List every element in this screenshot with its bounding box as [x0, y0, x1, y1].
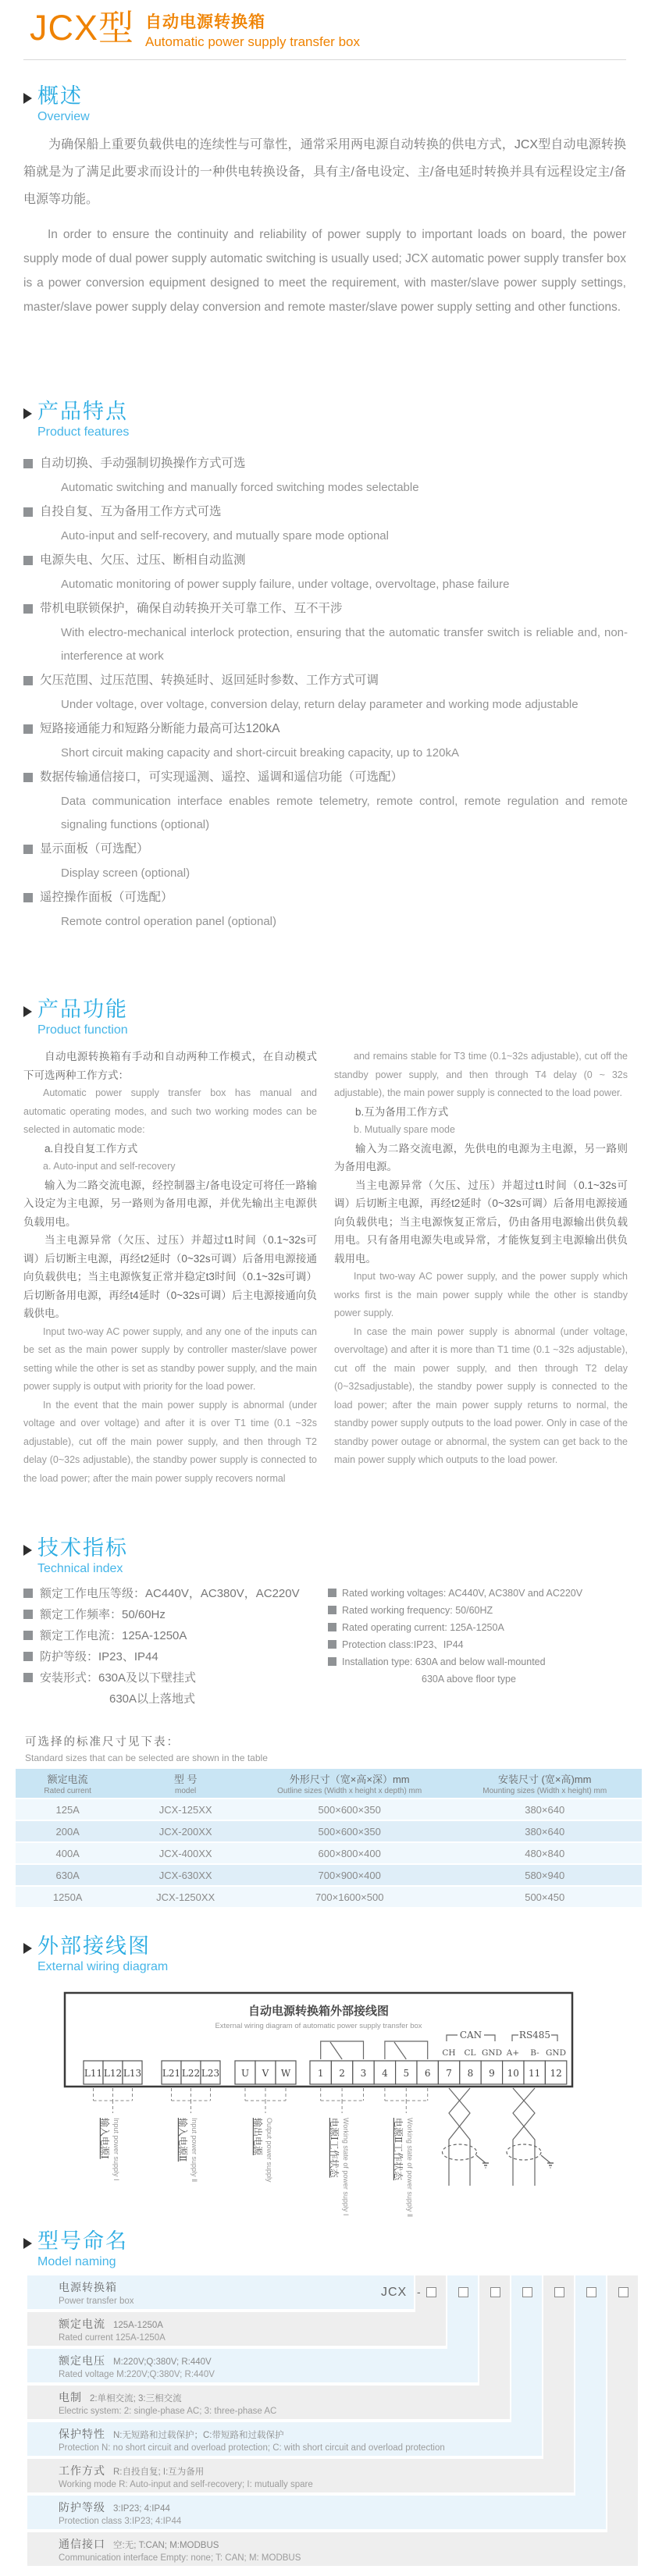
paragraph: In case the main power supply is abnormal (under voltage, overvoltage) and after it is more than T1 time (0.1 ~32s adjustable), cut off the main power supply, and then through T2 delay (0~32sadjustable), the standby power supply is connected to the load power; after the main power supply returns to normal, the standby power supply outputs to the load power. Only in case of the standby power outage or abnormal, the system can get back to the main power supply which outputs to the load power. — [334, 1325, 628, 1465]
feature-zh: 电源失电、欠压、过压、断相自动监测 — [40, 553, 246, 567]
terminal-label: 5 — [403, 2068, 410, 2079]
code-column — [575, 2275, 606, 2497]
terminal-label: L11 — [84, 2068, 103, 2079]
naming-label-en: Rated voltage M:220V;Q:380V; R:440V — [59, 2370, 215, 2379]
code-column — [447, 2275, 478, 2350]
group-label-en: Working state of power supply Ⅱ — [406, 2118, 414, 2218]
naming-row — [27, 2349, 478, 2382]
group-labels — [99, 2118, 414, 2217]
code-column — [607, 2275, 638, 2534]
naming-row — [27, 2422, 542, 2456]
column-header-zh: 额定电流 — [47, 1774, 88, 1785]
cell-outline-size: 700×1600×500 — [251, 1886, 447, 1908]
feature-zh: 自动切换、手动强制切换操作方式可选 — [40, 457, 246, 470]
feature-en: Auto-input and self-recovery, and mutually spare mode optional — [61, 529, 389, 543]
naming-label-zh: 保护特性 — [59, 2428, 105, 2440]
terminal-label: L22 — [181, 2068, 201, 2079]
bullet-icon — [23, 1589, 33, 1598]
spec-item: 防护等级：IP23、IP44 — [40, 1650, 158, 1663]
code-box — [554, 2287, 564, 2297]
group-label-en: Working state of power supply Ⅰ — [342, 2118, 350, 2216]
bullet-icon — [23, 1610, 33, 1619]
naming-row — [27, 2459, 574, 2492]
spec-item: Rated operating current: 125A-1250A — [342, 1622, 504, 1633]
rs485-label: RS485 — [518, 2030, 551, 2041]
naming-label-en: Power transfer box — [59, 2297, 134, 2306]
cell-outline-size: 600×800×400 — [251, 1842, 447, 1864]
contact-symbol — [385, 2041, 428, 2059]
cell-mounting-size: 380×640 — [447, 1820, 642, 1842]
naming-row — [27, 2386, 510, 2419]
feature-zh: 自投自复、互为备用工作方式可选 — [40, 505, 222, 518]
feature-zh: 数据传输通信接口，可实现遥测、遥控、遥调和遥信功能（可选配） — [40, 770, 404, 784]
spec-item-continued: 630A以上落地式 — [109, 1692, 196, 1706]
paragraph: 输入为二路交流电源，经控制器主/备电设定可将任一路输入设定为主电源，另一路则为备用电源，并优先输出主电源供负载用电。 — [23, 1179, 317, 1228]
terminal-label: L21 — [162, 2068, 181, 2079]
naming-label-zh: 电源转换箱 — [59, 2281, 117, 2293]
naming-row — [27, 2496, 606, 2529]
code-box — [426, 2287, 436, 2297]
column-header-zh: 型 号 — [173, 1774, 198, 1785]
terminal-label: L12 — [103, 2068, 123, 2079]
feature-zh: 遥控操作面板（可选配） — [40, 891, 173, 904]
naming-row — [27, 2275, 414, 2309]
code-column — [415, 2275, 446, 2314]
product-title-en: Automatic power supply transfer box — [145, 34, 360, 49]
naming-desc-zh: 空:无; T:CAN; M:MODBUS — [113, 2541, 219, 2550]
terminal-label: 12 — [550, 2068, 562, 2079]
cell-rated-current: 200A — [16, 1820, 119, 1842]
naming-desc-zh: R:自投自复; I:互为备用 — [113, 2467, 205, 2477]
twisted-pair-rs485 — [507, 2088, 554, 2186]
section-function — [23, 998, 128, 1037]
group-label-zh: 输入电源Ⅰ — [99, 2118, 110, 2159]
bullet-icon — [328, 1657, 336, 1666]
group-label-en: Output power supply — [265, 2118, 273, 2183]
terminal-label: 4 — [382, 2068, 388, 2079]
spec-item: Rated working voltages: AC440V, AC380V and AC220V — [342, 1588, 583, 1599]
sizes-note-zh: 可选择的标准尺寸见下表： — [25, 1736, 180, 1749]
section-title-en: Product function — [37, 1023, 128, 1037]
section-title-zh: 外部接线图 — [37, 1934, 151, 1958]
naming-row — [27, 2532, 638, 2566]
bullet-icon — [23, 724, 33, 734]
naming-label-zh: 防护等级 — [59, 2501, 105, 2514]
group-leads — [94, 2088, 428, 2113]
cell-rated-current: 125A — [16, 1799, 119, 1820]
section-title-en: Overview — [37, 110, 90, 123]
code-dash: - — [417, 2286, 421, 2298]
naming-desc-zh: 3:IP23; 4:IP44 — [113, 2504, 170, 2514]
feature-item — [23, 885, 628, 934]
pin-label: B- — [530, 2048, 539, 2058]
bullet-icon — [328, 1623, 336, 1631]
cell-model: JCX-125XX — [119, 1799, 251, 1820]
group-label-zh: 电源Ⅰ工作状态 — [329, 2118, 340, 2178]
section-arrow-icon — [23, 93, 32, 104]
bullet-icon — [23, 676, 33, 685]
cell-rated-current: 630A — [16, 1864, 119, 1886]
contact-blade — [394, 2042, 406, 2059]
function-right-column — [334, 1048, 628, 1488]
cell-mounting-size: 580×940 — [447, 1864, 642, 1886]
feature-en: Automatic monitoring of power supply failure, under voltage, overvoltage, phase failure — [61, 578, 510, 591]
naming-label-en: Protection class 3:IP23; 4:IP44 — [59, 2517, 182, 2526]
cell-mounting-size: 480×840 — [447, 1842, 642, 1864]
cell-mounting-size: 500×450 — [447, 1886, 642, 1908]
group-label-zh: 电源Ⅱ工作状态 — [393, 2118, 404, 2181]
group-label-zh: 输出电源 — [252, 2118, 263, 2156]
overview-paragraph-en: In order to ensure the continuity and reliability of power supply to important loads on board, the power supply mode of dual power supply automatic switching is usually used; JCX automatic power supply transfer box is a power conversion equipment designed to meet the requirement, with master/slave power supply settings, master/slave power supply delay conversion and remote master/slave power supply setting and other functions. — [23, 228, 626, 314]
cell-mounting-size: 380×640 — [447, 1799, 642, 1820]
code-box — [458, 2287, 468, 2297]
feature-en: Data communication interface enables remote telemetry, remote control, remote regulation and remote signaling functions (optional) — [61, 795, 628, 831]
sizes-note — [25, 1733, 268, 1763]
section-features — [23, 400, 129, 439]
list-item: b. Mutually spare mode — [354, 1124, 455, 1135]
feature-item — [23, 837, 628, 885]
spec-item-continued: 630A above floor type — [422, 1674, 516, 1685]
terminal-label: 10 — [507, 2068, 519, 2079]
feature-zh: 短路接通能力和短路分断能力最高可达120kA — [40, 722, 280, 735]
pin-label: CH — [442, 2048, 456, 2058]
naming-label-zh: 电制 — [59, 2391, 82, 2403]
feature-zh: 欠压范围、过压范围、转换延时、返回延时参数、工作方式可调 — [40, 674, 379, 687]
paragraph: Input two-way AC power supply, and the power supply which works first is the main power supply while the other is standby power supply. — [334, 1271, 628, 1318]
cell-rated-current: 1250A — [16, 1886, 119, 1908]
diagram-title-en: External wiring diagram of automatic power supply transfer box — [215, 2022, 422, 2030]
feature-zh: 带机电联锁保护，确保自动转换开关可靠工作、互不干涉 — [40, 602, 343, 615]
pin-label: CL — [464, 2048, 476, 2058]
section-arrow-icon — [23, 2238, 32, 2249]
bullet-icon — [23, 1673, 33, 1682]
wiring-diagram — [47, 1987, 601, 2230]
terminal-label: L13 — [123, 2068, 142, 2079]
naming-label-en: Electric system: 2: single-phase AC; 3: three-phase AC — [59, 2407, 277, 2416]
pin-label: A+ — [506, 2048, 520, 2058]
bullet-icon — [23, 1631, 33, 1640]
sizes-note-en: Standard sizes that can be selected are shown in the table — [25, 1752, 268, 1763]
column-header-en: model — [175, 1787, 197, 1795]
list-item: a.自投自复工作方式 — [45, 1142, 138, 1155]
code-column — [479, 2275, 510, 2387]
terminal-label: U — [240, 2068, 250, 2079]
paragraph: 当主电源异常（欠压、过压）并超过t1时间（0.1~32s可调）后切断主电源，再经t2延时（0~32s可调）后备用电源接通向负载供电；当主电源恢复正常后，仍由备用电源输出供负载用电。只有备用电源失电或异常，才能恢复到主电源输出供负载用电。 — [334, 1179, 628, 1265]
product-title-zh: 自动电源转换箱 — [145, 13, 266, 31]
table-row — [16, 1799, 642, 1820]
bullet-icon — [23, 556, 33, 565]
naming-label-en: Protection N: no short circuit and overload protection; C: with short circuit and overload protection — [59, 2443, 445, 2453]
group-label-en: Input power supply Ⅱ — [190, 2118, 198, 2183]
feature-en: Under voltage, over voltage, conversion delay, return delay parameter and working mode adjustable — [61, 698, 579, 711]
section-title-en: Model naming — [37, 2255, 116, 2268]
spec-item: Rated working frequency: 50/60HZ — [342, 1605, 493, 1616]
feature-item — [23, 668, 628, 717]
feature-en: Automatic switching and manually forced switching modes selectable — [61, 481, 419, 494]
product-model: JCX型 — [30, 8, 135, 48]
model-naming-diagram — [0, 2275, 648, 2572]
can-label: CAN — [459, 2030, 482, 2041]
feature-en: Display screen (optional) — [61, 866, 190, 880]
terminal-label: 8 — [467, 2068, 474, 2079]
terminal-labels — [84, 2068, 562, 2079]
terminal-label: L23 — [201, 2068, 220, 2079]
section-title-en: Product features — [37, 425, 130, 439]
code-box — [586, 2287, 596, 2297]
naming-label-zh: 通信接口 — [59, 2538, 105, 2550]
feature-item — [23, 596, 628, 668]
technical-left-column — [23, 1583, 324, 1710]
function-left-column — [23, 1048, 317, 1488]
bullet-icon — [328, 1606, 336, 1614]
cell-rated-current: 400A — [16, 1842, 119, 1864]
spec-item: 额定工作电流：125A-1250A — [40, 1629, 187, 1642]
function-columns — [23, 1048, 628, 1488]
bullet-icon — [23, 893, 33, 902]
sizes-table — [16, 1769, 642, 1909]
naming-row — [27, 2312, 446, 2346]
section-technical — [23, 1536, 128, 1576]
header-divider — [23, 59, 626, 60]
feature-list — [23, 451, 628, 934]
feature-zh: 显示面板（可选配） — [40, 842, 149, 856]
section-title-zh: 概述 — [37, 84, 83, 108]
naming-code: JCX — [381, 2286, 408, 2299]
cell-outline-size: 500×600×350 — [251, 1820, 447, 1842]
column-header-en: Outline sizes (Width x height x depth) mm — [277, 1787, 422, 1795]
spec-item: 额定工作频率：50/60Hz — [40, 1608, 166, 1621]
page-header — [30, 8, 360, 50]
feature-item — [23, 451, 628, 500]
naming-label-zh: 额定电压 — [59, 2354, 105, 2367]
terminal-label: 6 — [424, 2068, 431, 2079]
section-arrow-icon — [23, 1006, 32, 1017]
technical-right-column — [328, 1585, 640, 1688]
bullet-icon — [23, 845, 33, 854]
group-label-zh: 输入电源Ⅱ — [177, 2118, 188, 2162]
cell-model: JCX-1250XX — [119, 1886, 251, 1908]
spec-item: Protection class:IP23、IP44 — [342, 1639, 464, 1650]
pin-label: GND — [546, 2048, 566, 2058]
feature-item — [23, 717, 628, 765]
terminal-label: 2 — [339, 2068, 345, 2079]
column-header-en: Rated current — [44, 1787, 91, 1795]
paragraph: Input two-way AC power supply, and any one of the inputs can be set as the main power supply by controller master/slave power setting while the other is set as standby power supply, and the main power supply is output with priority for the load power. — [23, 1325, 317, 1392]
feature-item — [23, 548, 628, 596]
pin-label: GND — [482, 2048, 502, 2058]
section-arrow-icon — [23, 1943, 32, 1954]
section-wiring — [23, 1934, 168, 1974]
cell-model: JCX-200XX — [119, 1820, 251, 1842]
code-box — [618, 2287, 628, 2297]
paragraph: Automatic power supply transfer box has manual and automatic operating modes, and such two working modes can be selected in automatic mode: — [23, 1087, 317, 1135]
section-overview — [23, 84, 90, 124]
cell-model: JCX-630XX — [119, 1864, 251, 1886]
bullet-icon — [23, 773, 33, 782]
spec-item: 安装形式：630A及以下壁挂式 — [40, 1671, 197, 1685]
bullet-icon — [23, 507, 33, 517]
overview-paragraph-zh: 为确保船上重要负载供电的连续性与可靠性，通常采用两电源自动转换的供电方式，JCX型自动电源转换箱就是为了满足此要求而设计的一种供电转换设备，具有主/备电设定、主/备电延时转换并具有远程设定主/备电源等功能。 — [23, 138, 626, 206]
cell-outline-size: 700×900×400 — [251, 1864, 447, 1886]
terminal-label: 3 — [360, 2068, 367, 2079]
code-box — [522, 2287, 532, 2297]
contact-symbol — [321, 2041, 364, 2059]
feature-item — [23, 500, 628, 548]
table-row — [16, 1864, 642, 1886]
naming-desc-zh: M:220V;Q:380V; R:440V — [113, 2357, 212, 2367]
section-title-zh: 产品特点 — [37, 400, 128, 423]
section-naming — [23, 2229, 128, 2269]
section-title-zh: 产品功能 — [37, 998, 128, 1021]
column-header-zh: 安装尺寸 (宽×高)mm — [497, 1774, 592, 1785]
naming-label-en: Working mode R: Auto-input and self-recovery; I: mutually spare — [59, 2480, 313, 2489]
table-row — [16, 1820, 642, 1842]
column-header-en: Mounting sizes (Width x height) mm — [482, 1787, 607, 1795]
naming-label-zh: 工作方式 — [59, 2464, 105, 2477]
code-column — [543, 2275, 574, 2460]
section-arrow-icon — [23, 408, 32, 419]
paragraph: 当主电源异常（欠压、过压）并超过t1时间（0.1~32s可调）后切断主电源，再经t2延时（0~32s可调）后备用电源接通向负载供电；当主电源恢复正常并稳定t3时间（0.1~32s可调）后切断备用电源，再经t4延时（0~32s可调）后主电源接通向负载供电。 — [23, 1234, 317, 1319]
paragraph: 输入为二路交流电源，先供电的电源为主电源，另一路则为备用电源。 — [334, 1142, 628, 1172]
naming-desc-zh: N:无短路和过载保护；C:带短路和过载保护 — [113, 2431, 284, 2440]
feature-item — [23, 765, 628, 837]
group-label-en: Input power supply Ⅰ — [112, 2118, 120, 2181]
naming-label-zh: 额定电流 — [59, 2318, 105, 2330]
paragraph: 自动电源转换箱有手动和自动两种工作模式，在自动模式下可选两种工作方式： — [23, 1051, 317, 1081]
feature-en: Short circuit making capacity and short-circuit breaking capacity, up to 120kA — [61, 746, 459, 760]
feature-en: With electro-mechanical interlock protection, ensuring that the automatic transfer switch is reliable and, non-interference at work — [61, 626, 628, 663]
contact-blade — [330, 2042, 342, 2059]
section-arrow-icon — [23, 1545, 32, 1556]
table-header-row — [16, 1769, 642, 1799]
spec-item: Installation type: 630A and below wall-mounted — [342, 1656, 546, 1667]
naming-desc-zh: 2:单相交流; 3:三相交流 — [90, 2394, 182, 2403]
paragraph: and remains stable for T3 time (0.1~32s adjustable), cut off the standby power supply, and then through T4 delay (0 ~ 32s adjustable), the main power supply is connected to the load power. — [334, 1051, 628, 1098]
bullet-icon — [23, 459, 33, 468]
code-column — [511, 2275, 542, 2424]
bullet-icon — [328, 1589, 336, 1597]
section-title-en: Technical index — [37, 1562, 123, 1575]
spec-item: 额定工作电压等级：AC440V，AC380V，AC220V — [40, 1587, 300, 1600]
list-item: a. Auto-input and self-recovery — [43, 1161, 176, 1172]
feature-en: Remote control operation panel (optional) — [61, 915, 276, 928]
naming-label-en: Rated current 125A-1250A — [59, 2333, 166, 2343]
diagram-title-zh: 自动电源转换箱外部接线图 — [247, 2004, 390, 2018]
cell-model: JCX-400XX — [119, 1842, 251, 1864]
terminal-label: W — [280, 2068, 291, 2079]
terminal-label: 7 — [446, 2068, 452, 2079]
bullet-icon — [23, 1652, 33, 1661]
section-title-zh: 技术指标 — [37, 1536, 128, 1560]
table-row — [16, 1886, 642, 1908]
twisted-pair-can — [443, 2088, 490, 2186]
section-title-en: External wiring diagram — [37, 1960, 169, 1973]
section-title-zh: 型号命名 — [37, 2229, 128, 2253]
bullet-icon — [328, 1640, 336, 1649]
table-row — [16, 1842, 642, 1864]
naming-desc-zh: 125A-1250A — [113, 2321, 163, 2330]
list-item: b.互为备用工作方式 — [355, 1105, 449, 1118]
terminal-label: 11 — [529, 2068, 541, 2079]
bullet-icon — [23, 604, 33, 614]
terminal-label: 9 — [489, 2068, 495, 2079]
code-box — [490, 2287, 500, 2297]
cell-outline-size: 500×600×350 — [251, 1799, 447, 1820]
terminal-label: V — [262, 2068, 269, 2079]
naming-label-en: Communication interface Empty: none; T: CAN; M: MODBUS — [59, 2553, 301, 2563]
paragraph: In the event that the main power supply is abnormal (under voltage and over voltage) and after it is over T1 time (0.1 ~32s adjustable), cut off the main power supply, and then through T2 delay (0~32s adjustable), the standby power supply is connected to the load power; after the main power supply recovers normal — [23, 1399, 317, 1484]
terminal-label: 1 — [317, 2068, 324, 2079]
column-header-zh: 外形尺寸（宽×高×深）mm — [289, 1774, 410, 1785]
